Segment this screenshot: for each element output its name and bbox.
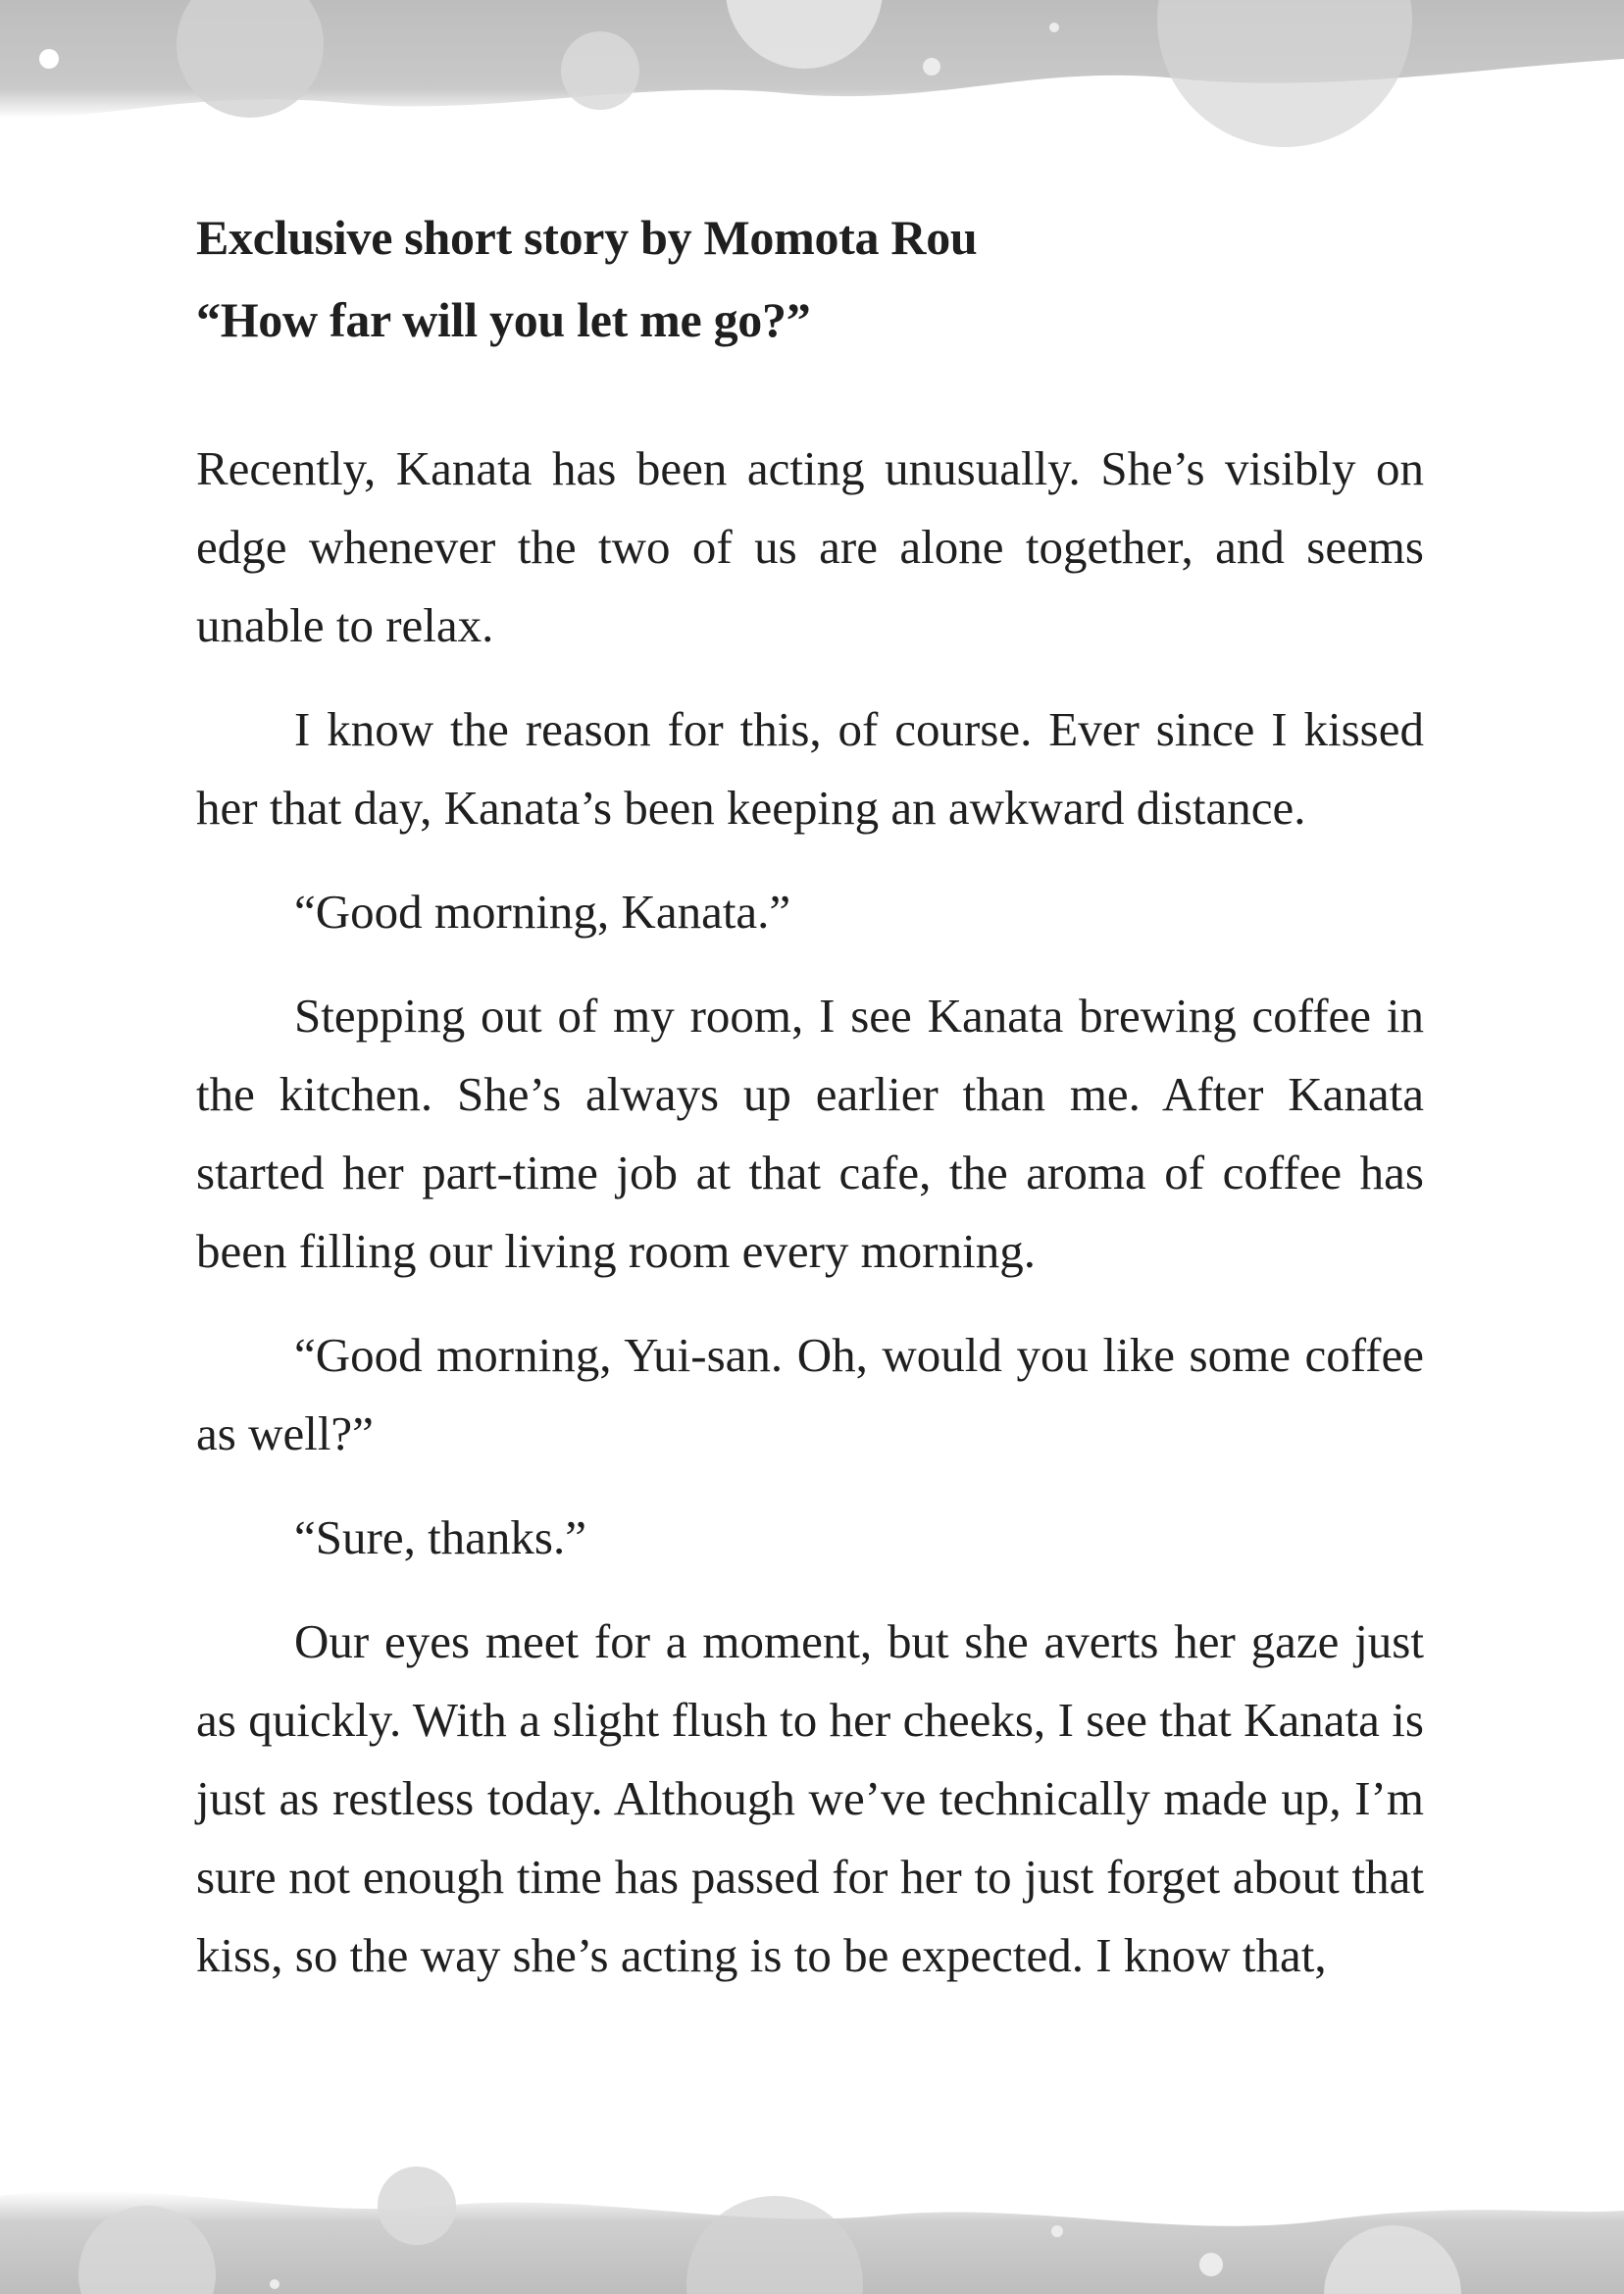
story-heading <box>196 196 1424 361</box>
story-content <box>196 196 1424 2020</box>
paragraph-2: I know the reason for this, of course. Ever since I kissed her that day, Kanata’s been keeping an awkward distance. <box>196 702 1424 835</box>
paragraph-7: Our eyes meet for a moment, but she averts her gaze just as quickly. With a slight flush to her cheeks, I see that Kanata is just as restless today. Although we’ve technically made up, I’m sure not enough time has passed for her to just forget about that kiss, so the way she’s acting is to be expected. I know that, <box>196 1614 1424 1982</box>
paragraph-3: “Good morning, Kanata.” <box>294 885 791 939</box>
paragraph-4: Stepping out of my room, I see Kanata brewing coffee in the kitchen. She’s always up earlier than me. After Kanata started her part-time job at that cafe, the aroma of coffee has been filling our living room every morning. <box>196 989 1424 1278</box>
paragraph-6: “Sure, thanks.” <box>294 1510 586 1564</box>
paragraph-5: “Good morning, Yui-san. Oh, would you like some coffee as well?” <box>196 1328 1424 1460</box>
story-byline: Exclusive short story by Momota Rou <box>196 210 978 265</box>
paragraph-1: Recently, Kanata has been acting unusually. She’s visibly on edge whenever the two of us are alone together, and seems unable to relax. <box>196 441 1424 652</box>
top-bubble-decoration <box>0 0 1624 157</box>
bottom-bubble-decoration <box>0 2137 1624 2294</box>
story-title: “How far will you let me go?” <box>196 292 811 347</box>
